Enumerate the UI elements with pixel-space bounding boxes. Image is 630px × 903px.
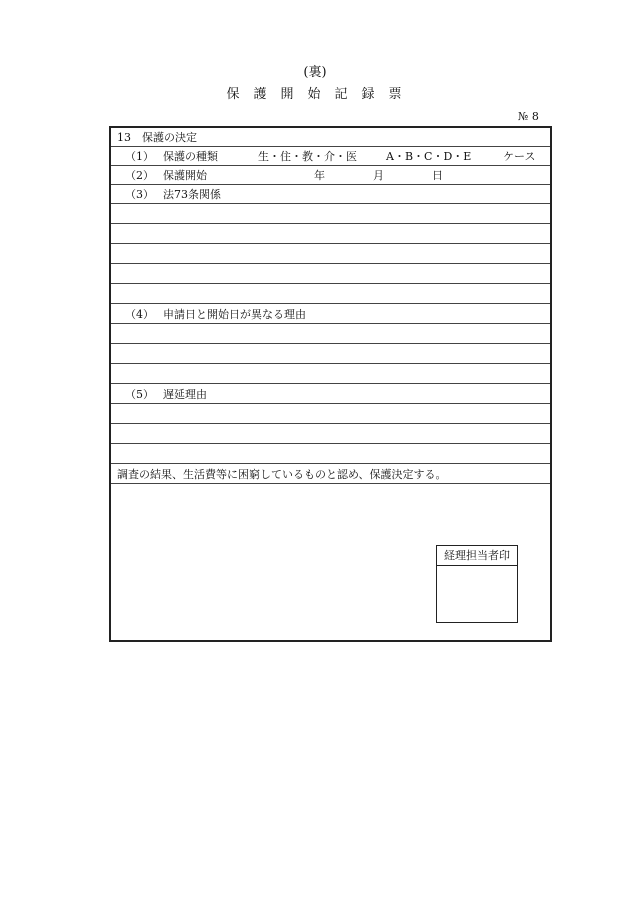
blank-line — [111, 345, 550, 364]
blank-line — [111, 205, 550, 224]
blank-line — [111, 365, 550, 384]
conclusion-text: 調査の結果、生活費等に困窮しているものと認め、保護決定する。 — [117, 468, 447, 481]
blank-line — [111, 445, 550, 464]
blank-line — [111, 245, 550, 264]
conclusion-row — [111, 465, 550, 484]
item-label: 遅延理由 — [163, 388, 207, 401]
item-number: （5） — [125, 388, 154, 401]
blank-line — [111, 225, 550, 244]
blank-line — [111, 265, 550, 284]
blank-line — [111, 405, 550, 424]
item-number: （4） — [125, 308, 154, 321]
item-label: 保護開始 — [163, 169, 207, 182]
section-heading-row — [111, 128, 550, 147]
blank-line — [111, 425, 550, 444]
page-subtitle: (裏) — [303, 65, 327, 80]
date-difference-reason-row — [111, 305, 550, 324]
case-grade-options: A・B・C・D・E — [386, 150, 472, 163]
section-heading: 13 保護の決定 — [117, 131, 197, 144]
stamp-label: 経理担当者印 — [437, 546, 517, 566]
item-label: 申請日と開始日が異なる理由 — [163, 308, 306, 321]
page-title: 保護開始記録票 — [226, 87, 416, 102]
item-number: （1） — [125, 150, 154, 163]
accounting-stamp-box — [436, 545, 518, 623]
case-suffix: ケース — [503, 150, 536, 163]
protection-type-options: 生・住・教・介・医 — [258, 150, 357, 163]
item-number: （2） — [125, 169, 154, 182]
item-label: 法73条関係 — [163, 188, 221, 201]
blank-line — [111, 285, 550, 304]
blank-line — [111, 325, 550, 344]
protection-type-row — [111, 147, 550, 166]
item-label: 保護の種類 — [163, 150, 218, 163]
item-number: （3） — [125, 188, 154, 201]
start-date-row — [111, 166, 550, 185]
day-label: 日 — [432, 169, 443, 182]
year-label: 年 — [314, 169, 325, 182]
delay-reason-row — [111, 385, 550, 404]
month-label: 月 — [373, 169, 384, 182]
article73-row — [111, 185, 550, 204]
form-number: № 8 — [518, 110, 539, 123]
